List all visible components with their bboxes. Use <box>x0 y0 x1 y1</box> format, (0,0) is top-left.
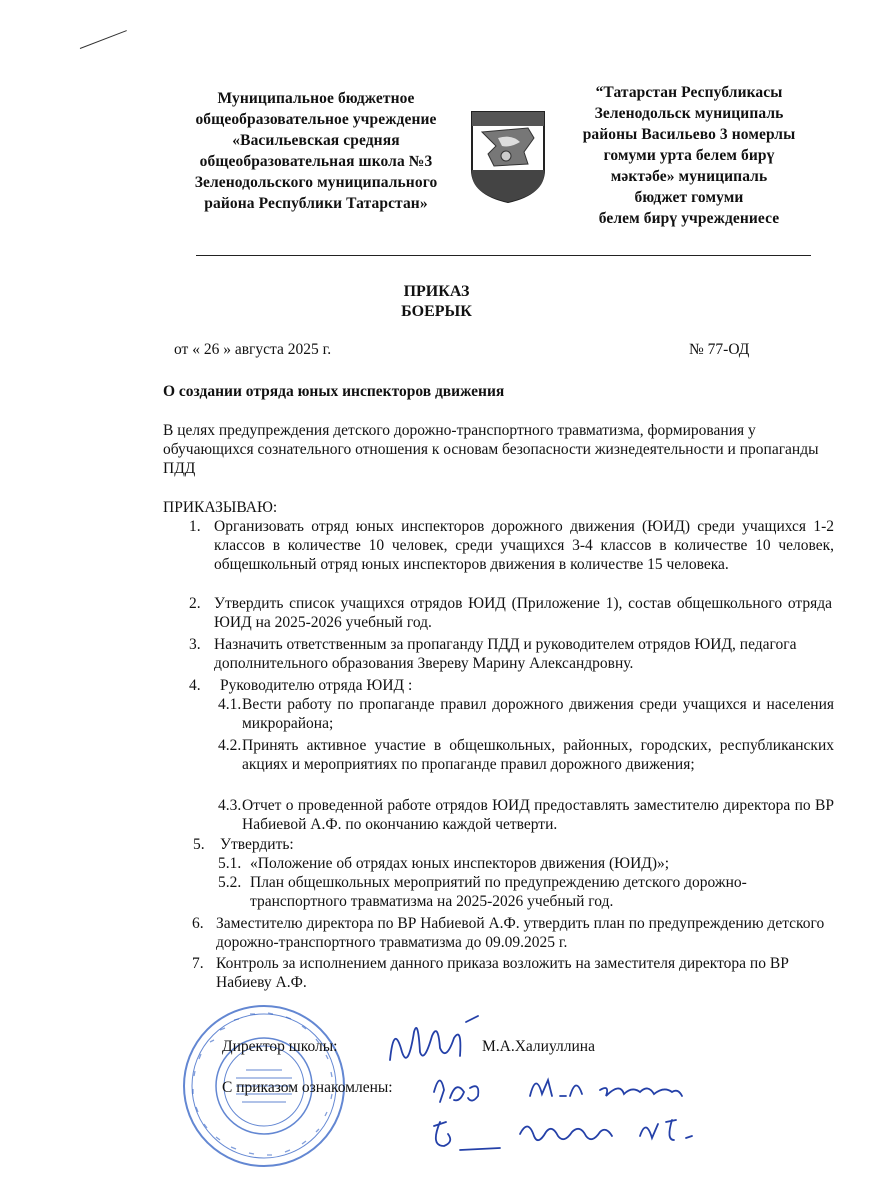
director-name: М.А.Халиуллина <box>482 1038 595 1055</box>
header-left-line: Зеленодольского муниципального <box>194 174 438 191</box>
item-number: 7. <box>192 955 204 972</box>
header-right-line: гомуми урта белем бирү <box>603 147 775 164</box>
header-left-line: общеобразовательное учреждение <box>195 111 437 128</box>
item-number: 5.2. <box>218 874 242 891</box>
item-text: Организовать отряд юных инспекторов дорожного движения (ЮИД) среди учащихся 1-2 классов в количестве 10 человек, среди учащихся 3-4 классов в количестве 10 человек, общешкольный отряд юных инспекторов движения в количестве 15 человека. <box>214 518 834 573</box>
municipal-emblem-icon <box>468 108 548 204</box>
item-number: 5.1. <box>218 855 242 872</box>
acquaintance-signatures <box>420 1062 720 1162</box>
item-text: План общешкольных мероприятий по предупреждению детского дорожно-транспортного травматизма на 2025-2026 учебный год. <box>250 874 747 910</box>
item-text: Утвердить: <box>220 836 294 853</box>
header-left-line: Муниципальное бюджетное <box>217 90 415 107</box>
item-text: Контроль за исполнением данного приказа возложить на заместителя директора по ВР Набиеву А.Ф. <box>216 955 789 991</box>
scan-mark <box>80 30 127 49</box>
item-text: Вести работу по пропаганде правил дорожного движения среди учащихся и населения микрорайона; <box>242 696 834 732</box>
header-left-line: «Васильевская средняя <box>232 132 400 149</box>
header-right-line: мәктәбе» муниципаль <box>610 168 768 185</box>
item-number: 6. <box>192 915 204 932</box>
director-label: Директор школы: <box>222 1038 338 1055</box>
header-left-line: района Республики Татарстан» <box>204 195 428 212</box>
doc-number: № 77-ОД <box>689 341 750 358</box>
item-number: 3. <box>189 636 201 653</box>
item-text: Принять активное участие в общешкольных, районных, городских, республиканских акциях и мероприятиях по пропаганде правил дорожного движения; <box>242 737 834 773</box>
header-right-org-name <box>560 82 818 229</box>
doc-subject: О создании отряда юных инспекторов движения <box>163 383 505 400</box>
item-text: Отчет о проведенной работе отрядов ЮИД предоставлять заместителю директора по ВР Набиевой А.Ф. по окончанию каждой четверти. <box>242 797 834 833</box>
doc-date: от « 26 » августа 2025 г. <box>174 341 332 358</box>
header-right-line: “Татарстан Республикасы <box>595 84 783 101</box>
doc-title-ru: ПРИКАЗ <box>403 283 470 300</box>
item-number: 4. <box>189 677 201 694</box>
item-number: 4.2. <box>218 737 242 754</box>
header-divider <box>196 255 811 256</box>
item-text: Утвердить список учащихся отрядов ЮИД (Приложение 1), состав общешкольного отряда ЮИД на 2025-2026 учебный год. <box>214 595 832 631</box>
item-number: 1. <box>189 518 201 535</box>
item-text: «Положение об отрядах юных инспекторов движения (ЮИД)»; <box>250 855 670 872</box>
item-text: Руководителю отряда ЮИД : <box>220 677 413 694</box>
header-left-org-name <box>170 88 462 214</box>
acquainted-label: С приказом ознакомлены: <box>222 1079 393 1096</box>
header-right-line: белем бирү учреждениесе <box>598 210 780 227</box>
header-right-line: районы Васильево 3 номерлы <box>582 126 796 143</box>
item-text: Заместителю директора по ВР Набиевой А.Ф. утвердить план по предупреждению детского дорожно-транспортного травматизма до 09.09.2025 г. <box>216 915 825 951</box>
order-word: ПРИКАЗЫВАЮ: <box>163 499 278 516</box>
header-right-line: Зеленодольск муниципаль <box>594 105 784 122</box>
header-right-line: бюджет гомуми <box>634 189 744 206</box>
item-number: 4.1. <box>218 696 242 713</box>
item-text: Назначить ответственным за пропаганду ПДД и руководителем отрядов ЮИД, педагога дополнительного образования Звереву Марину Александровну. <box>214 636 797 672</box>
item-number: 2. <box>189 595 201 612</box>
item-number: 5. <box>193 836 205 853</box>
item-number: 4.3. <box>218 797 242 814</box>
doc-title-tt: БОЕРЫК <box>401 303 472 320</box>
doc-preamble: В целях предупреждения детского дорожно-транспортного травматизма, формирования у обучающихся сознательного отношения к основам безопасности жизнедеятельности и пропаганды ПДД <box>163 422 819 477</box>
header-left-line: общеобразовательная школа №3 <box>199 153 433 170</box>
